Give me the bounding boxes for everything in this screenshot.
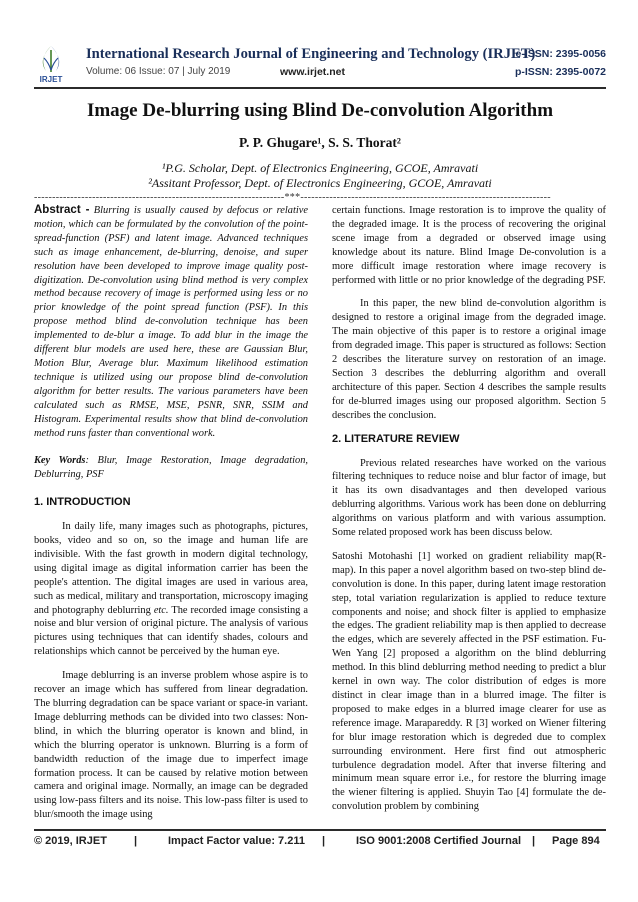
footer-separator: |: [322, 835, 326, 847]
journal-header: [34, 44, 606, 84]
intro-paragraph-1: In daily life, many images such as photographs, pictures, books, video and so on, so the image and human life are indivisible. With the fast growth in modern digital technology, using digital image as digital information carrier has been the people's attention. The digital images are used in various area, such as medical, military and transportation, microscopy imaging and photography deblurring etc. The recorded image consisting a noise and blur version of original picture. The analysis of various pictures using techniques that can identify shades, colours and relationships which cannot be perceived by the human eye.: [34, 521, 308, 658]
volume-issue: Volume: 06 Issue: 07 | July 2019: [86, 66, 231, 77]
footer-copyright: © 2019, IRJET: [34, 835, 107, 847]
footer-iso: ISO 9001:2008 Certified Journal: [356, 835, 522, 847]
introduction-heading: 1. INTRODUCTION: [34, 496, 131, 509]
e-issn: e-ISSN: 2395-0056: [515, 48, 606, 60]
affiliation-2: ²Assitant Professor, Dept. of Electronics Engineering, GCOE, Amravati: [148, 176, 492, 190]
left-column: [34, 204, 308, 822]
keywords-list: : Blur, Image Restoration, Image degradation, Deblurring, PSF: [34, 455, 309, 481]
irjet-logo-icon: [34, 44, 68, 84]
intro-paragraph-2: Image deblurring is an inverse problem whose aspire is to recover an image which has suffered from linear degradation. The blurring degradation can be space variant or space-in variant. Image deblurring methods can be divided into two classes: Non-blind, in which the blurring operator is known and blind, in which the blurring operator is unknown. Blurring is a form of bandwidth reduction of the image due to imperfect image formation process. It can be caused by relative motion between camera and original image. Normally, an image can be degraded using low-pass filters and its noise. This low-pass filter is used to blur/smooth the image using: [34, 670, 308, 821]
journal-title: International Research Journal of Engineering and Technology (IRJET): [86, 46, 536, 62]
literature-paragraph-2: Satoshi Motohashi [1] worked on gradient reliability map(R-map). In this paper a novel algorithm based on two-step blind de-convolution is done. In this paper, during latent image restoration step, total variation regularization is applied to reduce texture components and noise; and shock filter is applied to emphasize the edges. The gradient reliability map is then applied to decrease the edges, which are severely affected in the PSF estimation. Fu-Wen Yang [2] proposed a algorithm on the blind deblurring method. In this blind deblurring method needing to predict a blur kernel in own way. The color distribution of edges is more distinct in clear image than in a blurred image. The filter is proposed to make edges in a blurred image clearer for use as reference image. Marapareddy. R [3] worked on Wiener filtering for blur image restoration which is degreded due to complex surrounding environment. Here first find out atmospheric turbulence degradation model. After that inverse filtering and minimum mean square error i.e., for restore the blurring image the wiener filtering is applied. Shuyin Tao [4] formulate the de-convolution problem by combining: [332, 550, 606, 813]
footer-divider: [34, 829, 606, 831]
literature-review-heading: 2. LITERATURE REVIEW: [332, 432, 460, 445]
section-separator: ---------------------------------------------------------------------***---------------------------------------------------------------------: [34, 192, 551, 203]
literature-paragraph-1: Previous related researches have worked on the various filtering techniques to reduce noise and blur factor of image, but it has its own disadvantages and then developed various deblurring algorithms. Various work has been done on deblurring algorithms on various platform and with various assumption. Some related proposed work has been discuss below.: [332, 457, 606, 539]
keywords: [34, 454, 308, 482]
footer-separator: |: [532, 835, 536, 847]
right-paragraph-2: In this paper, the new blind de-convolution algorithm is designed to restore a original image from the degraded image. The main objective of this paper is to restore a original image from degraded image. This paper is structured as follows: Section 2 describes the literature survey on restoration of an image. Section 3 describes the deblurring algorithm and overall architecture of this paper. Section 4 describes the sample results for de-blurred images using our proposed algorithm. Section 5 describes the conclusion.: [332, 298, 606, 421]
keywords-label: Key Words: [34, 455, 86, 467]
footer-page-number: Page 894: [552, 835, 600, 847]
header-divider: [34, 87, 606, 89]
paper-authors: P. P. Ghugare¹, S. S. Thorat²: [239, 135, 401, 150]
p-issn: p-ISSN: 2395-0072: [514, 66, 606, 78]
footer-impact-factor: Impact Factor value: 7.211: [168, 835, 305, 847]
abstract-heading: Abstract -: [34, 204, 90, 216]
paper-title: Image De-blurring using Blind De-convolution Algorithm: [86, 100, 554, 121]
right-paragraph-1: certain functions. Image restoration is to improve the quality of the degraded image. It is the process of recovering the original scene image from a degraded or observed image using knowledge about its nature. Blind Image De-convolution is a more difficult image restoration where image recovery is performed with little or no prior knowledge of the degrading PSF.: [332, 205, 606, 286]
svg-text:IRJET: IRJET: [39, 75, 63, 84]
journal-website-link[interactable]: www.irjet.net: [280, 66, 345, 78]
abstract: [34, 204, 308, 440]
abstract-body: Blurring is usually caused by defocus or relative motion, which can be formulated by the convolution of the point-spread-function (PSF) and latent image. Advanced techniques such as image enhancement, de-blurring, denoise, and super resolution have been developed to improve image quality post-digitization. De-convolution using blind method is very complex method because recovery of image is performed using less or no prior knowledge of the point spread function (PSF). In this propose method blind de-convolution technique has been implemented to de-blur a image. To add blur in the image the different blur models are used here, these are Gaussian Blur, Motion Blur, Average blur. Maximum likelihood estimation technique is utilized using our propose blind de-convolution algorithm for better results. The various parameters have been calculated such as RMSE, MSE, PSNR, SNR, SSIM and Histogram. Experimental results show that blind de-convolution method runs faster than conventional work.: [34, 205, 308, 439]
affiliation-1: ¹P.G. Scholar, Dept. of Electronics Engineering, GCOE, Amravati: [161, 161, 479, 175]
footer-separator: |: [134, 835, 138, 847]
right-column: [332, 204, 606, 814]
